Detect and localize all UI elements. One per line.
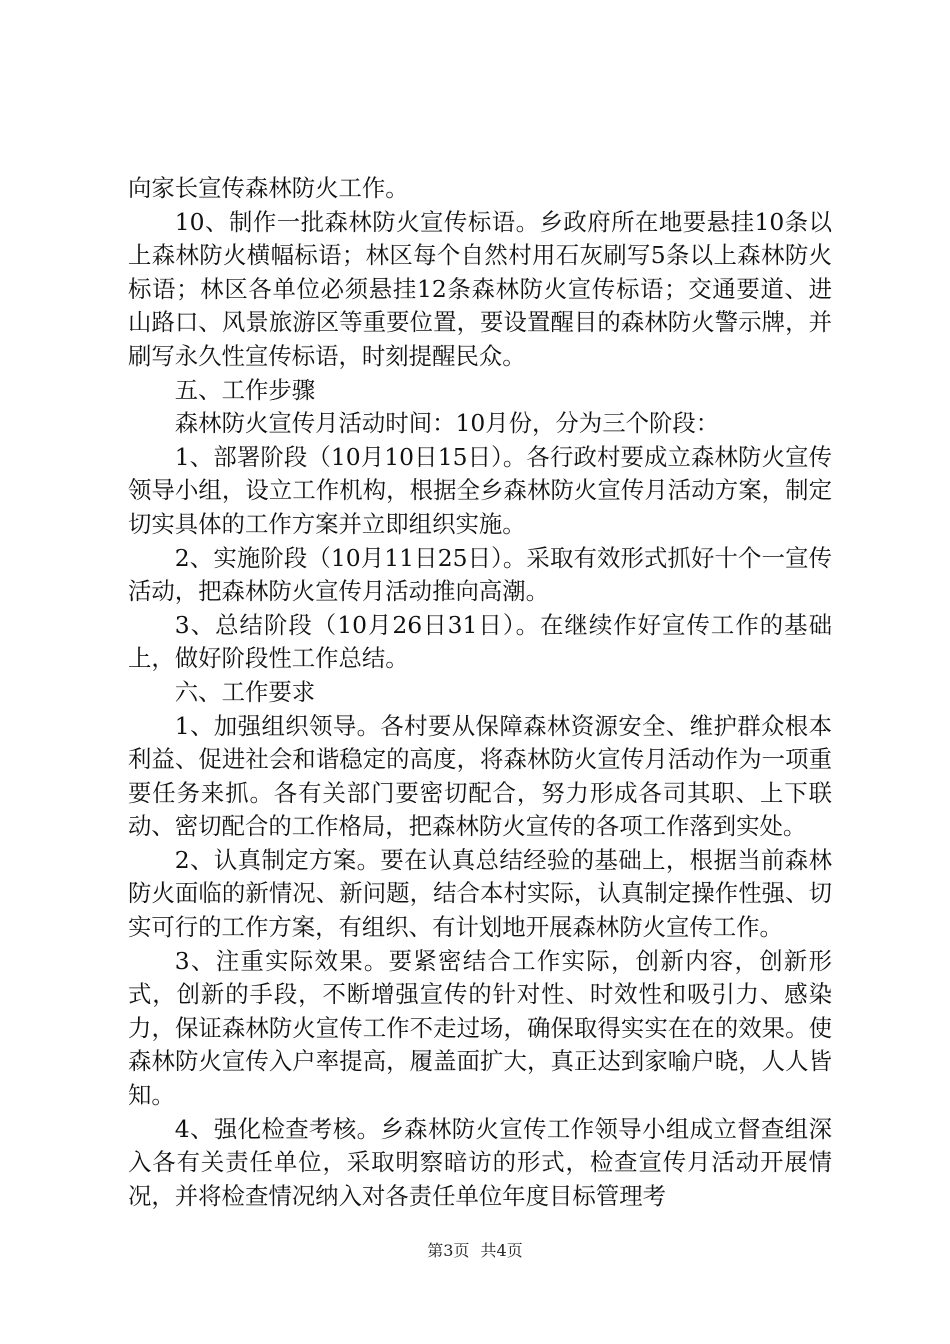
paragraph: 4、强化检查考核。乡森林防火宣传工作领导小组成立督查组深入各有关责任单位，采取明察暗访的形式，检查宣传月活动开展情况，并将检查情况纳入对各责任单位年度目标管理考 [128, 1114, 832, 1210]
section-heading: 五、工作步骤 [174, 375, 316, 404]
paragraph: 森林防火宣传月活动时间：10月份，分为三个阶段： [174, 409, 720, 438]
paragraph: 2、实施阶段（10月11日25日）。采取有效形式抓好十个一宣传活动，把森林防火宣传月活动推向高潮。 [128, 543, 832, 606]
page-footer [0, 1240, 950, 1262]
document-body [128, 172, 832, 1213]
paragraph: 1、部署阶段（10月10日15日）。各行政村要成立森林防火宣传领导小组，设立工作机构，根据全乡森林防火宣传月活动方案，制定切实具体的工作方案并立即组织实施。 [128, 442, 832, 538]
page-number: 第3页 [427, 1241, 470, 1260]
paragraph: 10、制作一批森林防火宣传标语。乡政府所在地要悬挂10条以上森林防火横幅标语；林区每个自然村用石灰刷写5条以上森林防火标语；林区各单位必须悬挂12条森林防火宣传标语；交通要道、进山路口、风景旅游区等重要位置，要设置醒目的森林防火警示牌，并刷写永久性宣传标语，时刻提醒民众。 [128, 207, 832, 370]
paragraph: 3、总结阶段（10月26日31日）。在继续作好宣传工作的基础上，做好阶段性工作总结。 [128, 610, 832, 673]
paragraph: 1、加强组织领导。各村要从保障森林资源安全、维护群众根本利益、促进社会和谐稳定的高度，将森林防火宣传月活动作为一项重要任务来抓。各有关部门要密切配合，努力形成各司其职、上下联动、密切配合的工作格局，把森林防火宣传的各项工作落到实处。 [128, 711, 832, 841]
page-total: 共4页 [480, 1241, 523, 1260]
paragraph: 向家长宣传森林防火工作。 [128, 174, 409, 202]
paragraph: 2、认真制定方案。要在认真总结经验的基础上，根据当前森林防火面临的新情况、新问题，结合本村实际，认真制定操作性强、切实可行的工作方案，有组织、有计划地开展森林防火宣传工作。 [128, 845, 832, 942]
section-heading: 六、工作要求 [174, 677, 316, 706]
paragraph: 3、注重实际效果。要紧密结合工作实际，创新内容，创新形式，创新的手段，不断增强宣传的针对性、时效性和吸引力、感染力，保证森林防火宣传工作不走过场，确保取得实实在在的效果。使森林防火宣传入户率提高，履盖面扩大，真正达到家喻户晓，人人皆知。 [128, 946, 832, 1110]
